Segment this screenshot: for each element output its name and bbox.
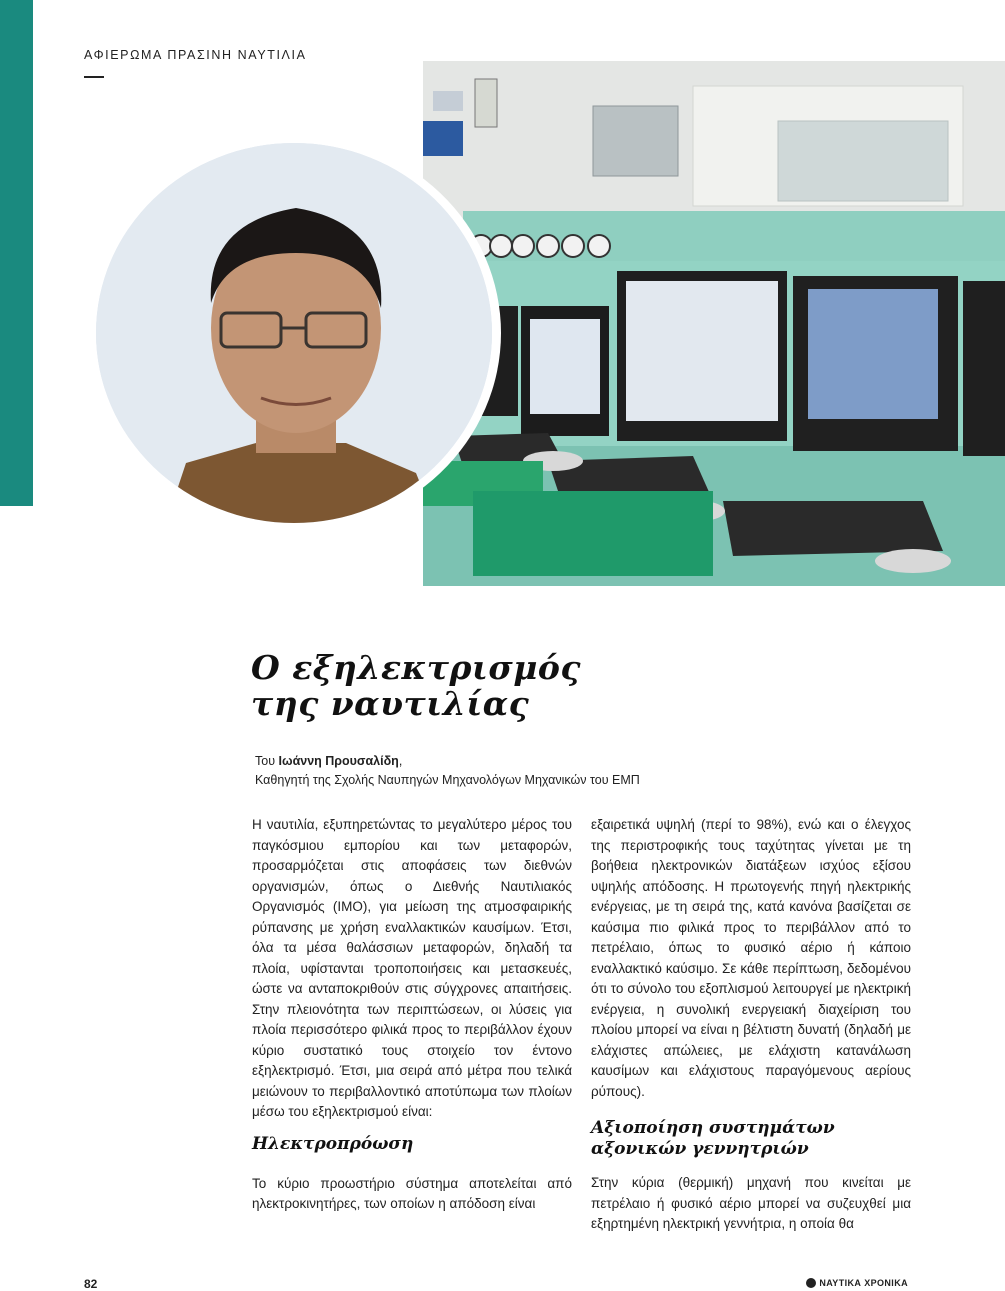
section-dash [84,76,104,78]
article-title-line2: της ναυτιλίας [251,684,530,723]
engine-control-room-photo [423,61,1005,586]
author-portrait-illustration [96,143,492,523]
brand-logo-icon [806,1278,816,1288]
byline-prefix: Του [255,754,279,768]
subheading-electric-propulsion: Ηλεκτροπρόωση [252,1133,414,1154]
subheading-line1: Αξιοποίηση συστημάτων [591,1118,835,1138]
article-column-1 [252,815,572,1215]
byline-author-line [255,752,640,771]
subheading-line2: αξονικών γεννητριών [591,1139,809,1159]
author-name: Ιωάννη Προυσαλίδη [278,754,399,768]
byline-comma: , [398,754,403,768]
section-label: ΑΦΙΕΡΩΜΑ ΠΡΑΣΙΝΗ ΝΑΥΤΙΛΙΑ [84,48,307,62]
article-title [251,650,581,722]
side-accent-bar [0,0,33,506]
subheading-shaft-generators [591,1118,911,1160]
author-portrait [96,143,492,523]
byline [255,752,640,790]
publication-brand [806,1278,908,1288]
body-paragraph: εξαιρετικά υψηλή (περί το 98%), ενώ και ο έλεγχος της περιστροφικής τους ταχύτητας γίνεται με τη βοήθεια ηλεκτρονικών διατάξεων ισχύος εξίσου υψηλής απόδοσης. Η πρωτογενής πηγή ηλεκτρικής ενέργειας, με τη σειρά της, κατά κανόνα βασίζεται σε καύσιμα πιο φιλικά προς το περιβάλλον από το πετρέλαιο, όπως το φυσικό αέριο ή κάποιο εναλλακτικό καύσιμο. Σε κάθε περίπτωση, δεδομένου ότι το σύνολο του εξοπλισμού λειτουργεί με ηλεκτρική ενέργεια, η συνολική ενεργειακή διαχείριση του πλοίου μπορεί να είναι η βέλτιστη δυνατή (δηλαδή με ελάχιστες απώλειες, με ελάχιστη κατανάλωση καυσίμων και ελάχιστους παραγόμενους αερίους ρύπους). [591,817,911,1099]
article-title-line1: Ο εξηλεκτρισμός [251,648,581,687]
article-column-2 [591,815,911,1235]
author-role: Καθηγητή της Σχολής Ναυπηγών Μηχανολόγων Μηχανικών του ΕΜΠ [255,773,640,787]
page-number: 82 [84,1277,98,1291]
control-room-illustration [423,61,1005,586]
body-paragraph: Η ναυτιλία, εξυπηρετώντας το μεγαλύτερο μέρος του παγκόσμιου εμπορίου και των μεταφορών, προσαρμόζεται στις αποφάσεις των διεθνών οργανισμών, όπως ο Διεθνής Ναυτιλιακός Οργανισμός (IMO), για μείωση της ατμοσφαιρικής ρύπανσης με χρήση εναλλακτικών καυσίμων. Έτσι, όλα τα μέσα θαλάσσιων μεταφορών, δηλαδή τα πλοία, υφίστανται τροποποιήσεις και μετασκευές, ώστε να ανταποκριθούν στις σύγχρονες απαιτήσεις. Στην πλειονότητα των περιπτώσεων, οι λύσεις για πλοία περισσότερο φιλικά προς το περιβάλλον έχουν κύριο συστατικό τους στοιχείο τον έντονο εξηλεκτρισμό. Έτσι, μια σειρά από μέτρα που τελικά μειώνουν το περιβαλλοντικό αποτύπωμα των πλοίων μέσω του εξηλεκτρισμού είναι: [252,817,572,1119]
brand-name: ΝΑΥΤΙΚΑ ΧΡΟΝΙΚΑ [819,1278,908,1288]
body-paragraph: Το κύριο προωστήριο σύστημα αποτελείται από ηλεκτροκινητήρες, των οποίων η απόδοση είναι [252,1175,572,1211]
body-paragraph: Στην κύρια (θερμική) μηχανή που κινείται με πετρέλαιο ή φυσικό αέριο μπορεί να συζευχθεί μια εξηρτημένη ηλεκτρική γεννήτρια, η οποία θα [591,1175,911,1231]
